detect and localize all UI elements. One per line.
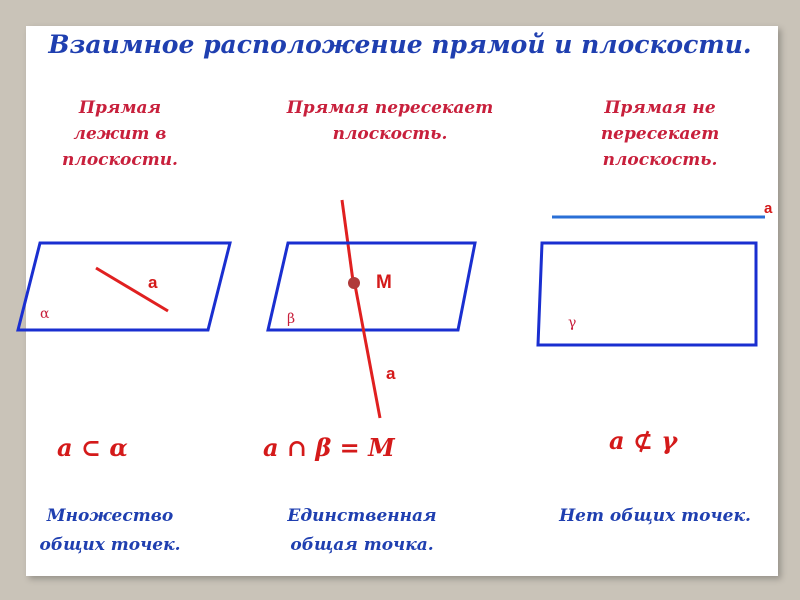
formula-not-subset: a ⊄ γ xyxy=(609,426,678,455)
line-label-a-2: a xyxy=(386,364,396,383)
slide-title: Взаимное расположение прямой и плоскости. xyxy=(48,30,752,59)
description-single-common-point xyxy=(262,502,462,560)
line-a-upper xyxy=(342,200,353,281)
plane-label-alpha: α xyxy=(40,306,50,322)
plane-label-gamma: γ xyxy=(568,315,577,331)
caption-line: плоскость. xyxy=(602,150,718,170)
description-line: общих точек. xyxy=(39,535,181,555)
point-label-m: M xyxy=(376,272,392,293)
caption-line: Прямая xyxy=(78,98,162,118)
line-label-a-3: a xyxy=(764,200,773,217)
description-line: Нет общих точек. xyxy=(559,506,751,526)
formula-intersection: a ∩ β = M xyxy=(263,433,395,462)
caption-line: лежит в xyxy=(73,124,167,144)
caption-line: плоскости. xyxy=(62,150,178,170)
caption-line: пересекает xyxy=(600,124,720,144)
description-no-common-points xyxy=(535,502,775,531)
formula-subset: a ⊂ α xyxy=(57,433,128,462)
plane-beta xyxy=(268,243,475,330)
point-m xyxy=(348,277,360,289)
caption-line: Прямая пересекает xyxy=(286,98,494,118)
description-line: Множество xyxy=(46,506,174,526)
plane-alpha xyxy=(18,243,230,330)
line-label-a-1: a xyxy=(148,273,158,292)
caption-line: Прямая не xyxy=(604,98,716,118)
description-line: Единственная xyxy=(287,506,437,526)
plane-label-beta: β xyxy=(287,311,296,327)
description-line: общая точка. xyxy=(290,535,434,555)
line-a-lower xyxy=(355,285,380,418)
description-many-common-points xyxy=(20,502,200,560)
caption-line: плоскость. xyxy=(332,124,448,144)
